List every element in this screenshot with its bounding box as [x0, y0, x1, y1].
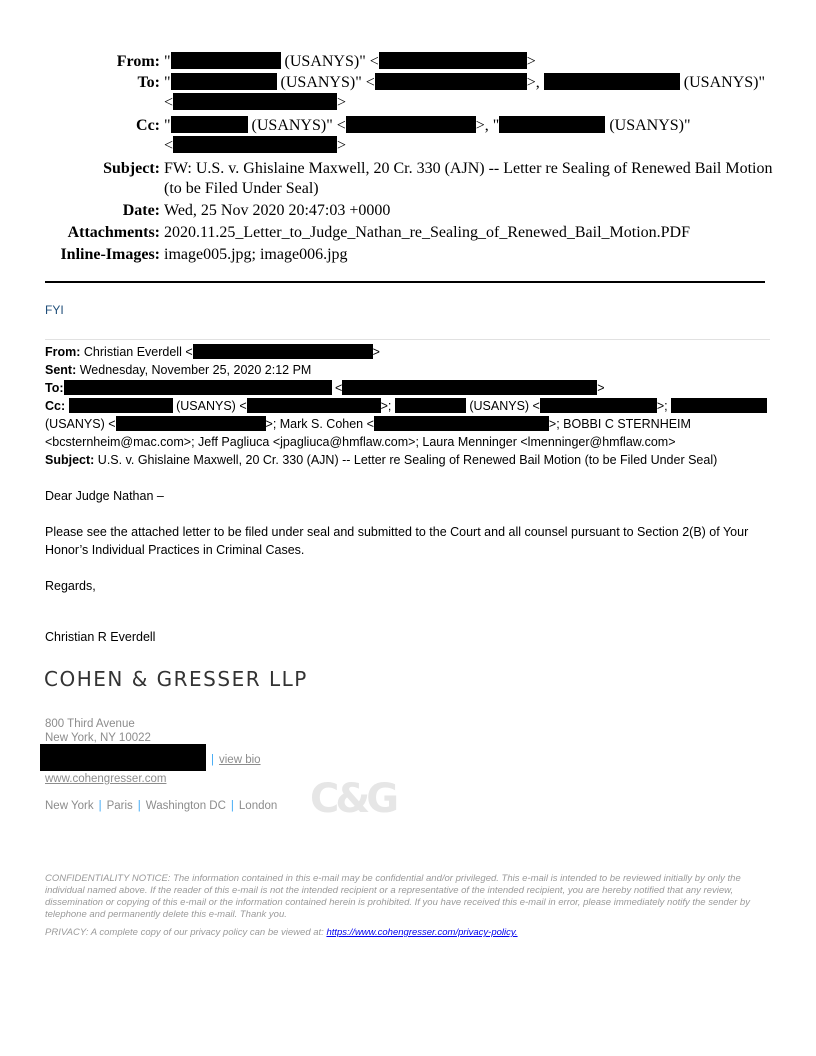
- to-gt: >: [337, 94, 347, 111]
- fwd-from-label: From:: [45, 345, 81, 359]
- redaction-box: [40, 744, 206, 771]
- privacy-notice: [45, 927, 518, 938]
- office-washington-dc: Washington DC: [145, 800, 226, 812]
- to-separator: >,: [526, 74, 544, 91]
- redaction-box: [342, 380, 597, 395]
- header-cc-row: [40, 116, 780, 156]
- cc-lt: <: [164, 137, 174, 154]
- header-attachments-row: [40, 223, 780, 243]
- fwd-sent-value: Wednesday, November 25, 2020 2:12 PM: [76, 363, 312, 377]
- cc-quote: ": [164, 117, 171, 134]
- website-row: [45, 773, 166, 785]
- fwd-from-row: [45, 343, 775, 361]
- to-quote: ": [164, 74, 171, 91]
- fwd-cc-sep-2: >;: [656, 399, 672, 413]
- office-list: [45, 800, 277, 812]
- redaction-box: [173, 93, 337, 110]
- attachments-label: Attachments:: [67, 224, 160, 241]
- to-label: To:: [137, 74, 160, 91]
- body-paragraph: Please see the attached letter to be filed under seal and submitted to the Court and all counsel pursuant to Section 2(B) of Your Honor’s Individual Practices in Criminal Cases.: [45, 525, 749, 557]
- closing: Regards,: [45, 579, 96, 593]
- separator-pipe: |: [98, 800, 102, 812]
- fwd-cc-org-2: (USANYS) <: [465, 399, 540, 413]
- cc-separator: >, ": [475, 117, 500, 134]
- fwd-cc-sep: >;: [380, 399, 395, 413]
- header-inline-images-row: [40, 245, 780, 265]
- to-lt: <: [164, 94, 174, 111]
- office-london: London: [238, 800, 278, 812]
- redaction-box: [173, 136, 337, 153]
- separator-pipe: |: [211, 754, 214, 766]
- redaction-box: [64, 380, 332, 395]
- from-org: (USANYS)" <: [280, 53, 379, 70]
- redaction-box: [116, 416, 266, 431]
- redaction-box: [171, 73, 277, 90]
- redaction-box: [69, 398, 173, 413]
- header-subject-row: [40, 159, 780, 199]
- quoted-divider: [45, 339, 770, 340]
- redaction-box: [540, 398, 657, 413]
- fwd-cc-org-3: (USANYS) <: [45, 417, 116, 431]
- redaction-box: [544, 73, 680, 90]
- header-divider: [45, 281, 765, 283]
- address-line-2: New York, NY 10022: [45, 732, 151, 744]
- forwarded-header: [45, 343, 775, 469]
- redaction-box: [193, 344, 373, 359]
- attachment-filename[interactable]: 2020.11.25_Letter_to_Judge_Nathan_re_Sealing_of_Renewed_Bail_Motion.PDF: [164, 224, 690, 241]
- redaction-box: [247, 398, 381, 413]
- fwd-cc-cohen: >; Mark S. Cohen <: [265, 417, 374, 431]
- fwd-cc-row-2: [45, 415, 775, 433]
- from-quote: ": [164, 53, 171, 70]
- fwd-sent-row: [45, 361, 775, 379]
- confidentiality-notice: CONFIDENTIALITY NOTICE: The information contained in this e-mail may be confidential and/or privileged. This e-mail is intended to be reviewed initially by only the individual named above. If the reader of this e-mail is not the intended recipient or a representative of the intended recipient, you are hereby notified that any review, dissemination or copying of this e-mail or the information contained herein is prohibited. If you have received this e-mail in error, please immediately notify the sender by telephone and permanently delete this e-mail. Thank you.: [45, 873, 750, 920]
- view-bio-link[interactable]: view bio: [219, 754, 261, 766]
- redaction-box: [671, 398, 767, 413]
- fwd-cc-row: [45, 397, 775, 415]
- redaction-box: [395, 398, 466, 413]
- separator-pipe: |: [230, 800, 234, 812]
- redaction-box: [374, 416, 549, 431]
- redaction-box: [375, 73, 527, 90]
- inline-images-value: image005.jpg; image006.jpg: [164, 246, 348, 263]
- inline-images-label: Inline-Images:: [60, 246, 160, 263]
- privacy-text: PRIVACY: A complete copy of our privacy policy can be viewed at:: [45, 927, 327, 938]
- fwd-cc-label: Cc:: [45, 399, 66, 413]
- firm-address: [45, 717, 151, 745]
- website-link[interactable]: www.cohengresser.com: [45, 773, 167, 785]
- fwd-sent-label: Sent:: [45, 363, 77, 377]
- office-paris: Paris: [106, 800, 133, 812]
- header-to-row: [40, 73, 780, 113]
- fwd-subject-label: Subject:: [45, 453, 95, 467]
- fwd-cc-row-3: <bcsternheim@mac.com>; Jeff Pagliuca <jpagliuca@hmflaw.com>; Laura Menninger <lmenninger@hmflaw.com>: [45, 435, 676, 449]
- date-label: Date:: [122, 202, 160, 219]
- privacy-policy-link[interactable]: https://www.cohengresser.com/privacy-policy.: [326, 927, 518, 938]
- redaction-box: [171, 52, 281, 69]
- subject-value: FW: U.S. v. Ghislaine Maxwell, 20 Cr. 330 (AJN) -- Letter re Sealing of Renewed Bail Motion (to be Filed Under Seal): [164, 160, 773, 197]
- address-line-1: 800 Third Avenue: [45, 718, 135, 730]
- email-header: [40, 52, 780, 265]
- bio-row: [40, 744, 261, 771]
- office-new-york: New York: [45, 800, 94, 812]
- separator-pipe: |: [137, 800, 141, 812]
- fwd-from-close: >: [372, 345, 380, 359]
- header-date-row: [40, 201, 780, 221]
- cc-label: Cc:: [136, 117, 160, 134]
- fwd-cc-org: (USANYS) <: [172, 399, 247, 413]
- salutation: Dear Judge Nathan –: [45, 489, 164, 503]
- fwd-subject-value: U.S. v. Ghislaine Maxwell, 20 Cr. 330 (AJN) -- Letter re Sealing of Renewed Bail Motion (to be Filed Under Seal): [94, 453, 718, 467]
- fwd-cc-sternheim: >; BOBBI C STERNHEIM: [548, 417, 691, 431]
- redaction-box: [499, 116, 605, 133]
- from-label: From:: [116, 53, 160, 70]
- fwd-to-lt: <: [331, 381, 343, 395]
- cg-monogram-logo: C&G: [310, 776, 396, 822]
- to-org: (USANYS)" <: [276, 74, 375, 91]
- to-org-2: (USANYS)": [679, 74, 765, 91]
- header-from-row: [40, 52, 780, 72]
- email-body: [45, 487, 775, 613]
- firm-logo: COHEN & GRESSER LLP: [44, 667, 308, 691]
- redaction-box: [346, 116, 476, 133]
- cc-org: (USANYS)" <: [247, 117, 346, 134]
- fwd-from-name: Christian Everdell <: [80, 345, 193, 359]
- date-value: Wed, 25 Nov 2020 20:47:03 +0000: [164, 202, 391, 219]
- redaction-box: [379, 52, 527, 69]
- fwd-subject-row: [45, 451, 775, 469]
- subject-label: Subject:: [103, 160, 160, 177]
- cc-org-2: (USANYS)": [605, 117, 691, 134]
- cc-gt: >: [337, 137, 347, 154]
- redaction-box: [171, 116, 248, 133]
- fwd-to-label: To:: [45, 381, 64, 395]
- fwd-to-row: [45, 379, 775, 397]
- fyi-note: FYI: [45, 303, 64, 317]
- fwd-to-gt: >: [597, 381, 605, 395]
- from-close: >: [526, 53, 536, 70]
- signature-name: Christian R Everdell: [45, 630, 156, 644]
